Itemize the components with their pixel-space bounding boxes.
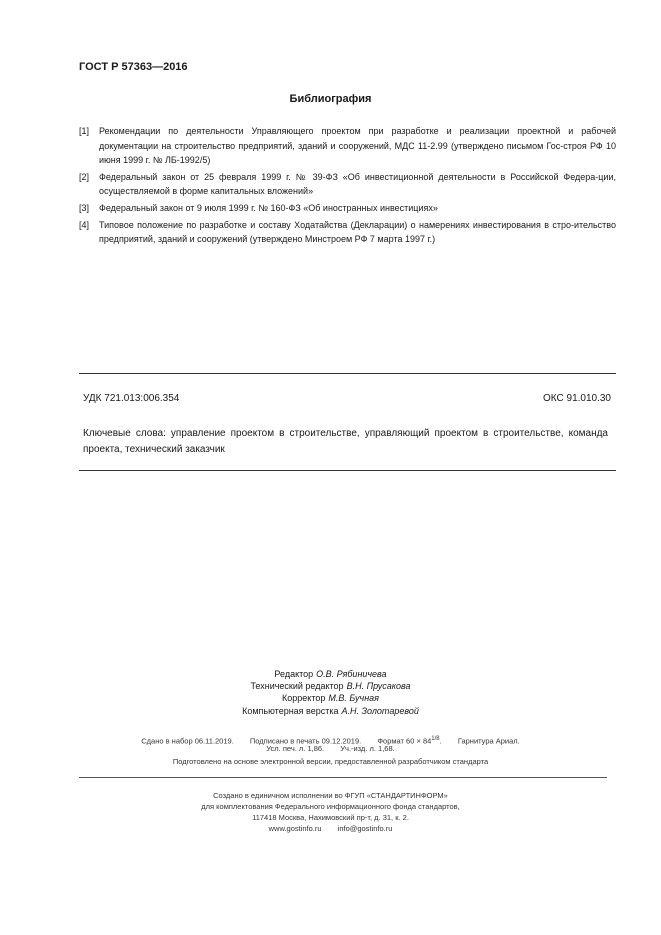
- credit-role: Технический редактор: [250, 681, 344, 692]
- website-link[interactable]: www.gostinfo.ru: [268, 824, 322, 833]
- bibliography-item: [79, 170, 616, 199]
- edition-sheets: Уч.-изд. л. 1,68.: [340, 744, 395, 753]
- bibliography-item-number: [1]: [79, 126, 90, 136]
- email-link[interactable]: info@gostinfo.ru: [337, 824, 393, 833]
- publisher-line: Создано в единичном исполнении во ФГУП «СТАНДАРТИНФОРМ»: [213, 791, 448, 800]
- bibliography-item: [79, 218, 616, 247]
- credit-name: В.Н. Прусакова: [346, 681, 411, 692]
- print-sheets-line: [0, 744, 661, 753]
- bibliography-item: [79, 124, 616, 168]
- credit-row: [0, 692, 661, 704]
- signed-date: Подписано в печать 09.12.2019.: [249, 736, 362, 746]
- typeface: Гарнитура Ариал.: [457, 736, 520, 746]
- bibliography-item-number: [3]: [79, 202, 90, 213]
- submitted-date: Сдано в набор 06.11.2019.: [141, 736, 234, 746]
- bibliography-list: [79, 124, 616, 249]
- publisher-block: [0, 790, 661, 834]
- preparation-note: Подготовлено на основе электронной версии, предоставленной разработчиком стандарта: [172, 757, 489, 766]
- credit-row: [0, 668, 661, 680]
- print-info-line: Сдано в набор 06.11.2019. Подписано в печать 09.12.2019. Формат $60 \times 84^{1/8}$. Гарнитура Ариал.: [141, 736, 520, 746]
- divider: [79, 373, 616, 374]
- paper-format: Формат 60 × 84: [377, 736, 432, 746]
- credit-name: А.Н. Золотаревой: [341, 705, 419, 716]
- bibliography-item-number: [4]: [79, 219, 90, 230]
- bibliography-item-number: [2]: [79, 171, 90, 182]
- standard-number: ГОСТ Р 57363—2016: [79, 61, 188, 73]
- keywords: Ключевые слова: управление проектом в строительстве, управляющий проектом в строительстве, команда проекта, технический заказчик: [83, 428, 608, 455]
- bibliography-title: Библиография: [289, 93, 372, 105]
- credit-role: Редактор: [274, 669, 314, 679]
- oks-code: ОКС 91.010.30: [543, 393, 611, 404]
- credit-row: [0, 705, 661, 717]
- bibliography-item-text: Типовое положение по разработке и составу Ходатайства (Декларации) о намерениях инвестирования в стро-ительство предприятий, зданий и сооружений (утверждено Минстроем РФ 7 марта 1997 г.): [99, 219, 616, 245]
- printed-sheets: Усл. печ. л. 1,86.: [266, 744, 325, 753]
- publisher-contacts: [0, 823, 661, 834]
- bibliography-item-text: Рекомендации по деятельности Управляющего проектом при разработке и реализации проектной и рабочей документации на строительство предприятий, зданий и сооружений, МДС 11-2.99 (утверждено письмом Гос-строя РФ 10 июня 1999 г. № ЛБ-1992/5): [99, 126, 616, 166]
- credit-name: О.В. Рябиничева: [316, 669, 387, 679]
- bibliography-item: [79, 201, 616, 216]
- bibliography-item-text: Федеральный закон от 25 февраля 1999 г. № 39-ФЗ «Об инвестиционной деятельности в Российской Федера-ции, осуществляемой в форме капитальных вложений»: [99, 171, 616, 197]
- credit-row: [0, 680, 661, 692]
- bibliography-item-text: Федеральный закон от 9 июля 1999 г. № 160-ФЗ «Об иностранных инвестициях»: [99, 202, 438, 213]
- credit-role: Компьютерная верстка: [242, 705, 339, 716]
- publisher-address: 117418 Москва, Нахимовский пр-т, д. 31, к. 2.: [252, 813, 409, 822]
- credit-role: Корректор: [282, 693, 326, 704]
- divider: [79, 470, 616, 471]
- udk-code: УДК 721.013:006.354: [83, 393, 180, 404]
- publisher-line: для комплектования Федерального информационного фонда стандартов,: [201, 802, 460, 811]
- credit-name: М.В. Бучная: [328, 693, 379, 704]
- credits-block: [0, 668, 661, 717]
- divider: [79, 777, 607, 778]
- paper-format-fraction: 1/8: [431, 736, 440, 742]
